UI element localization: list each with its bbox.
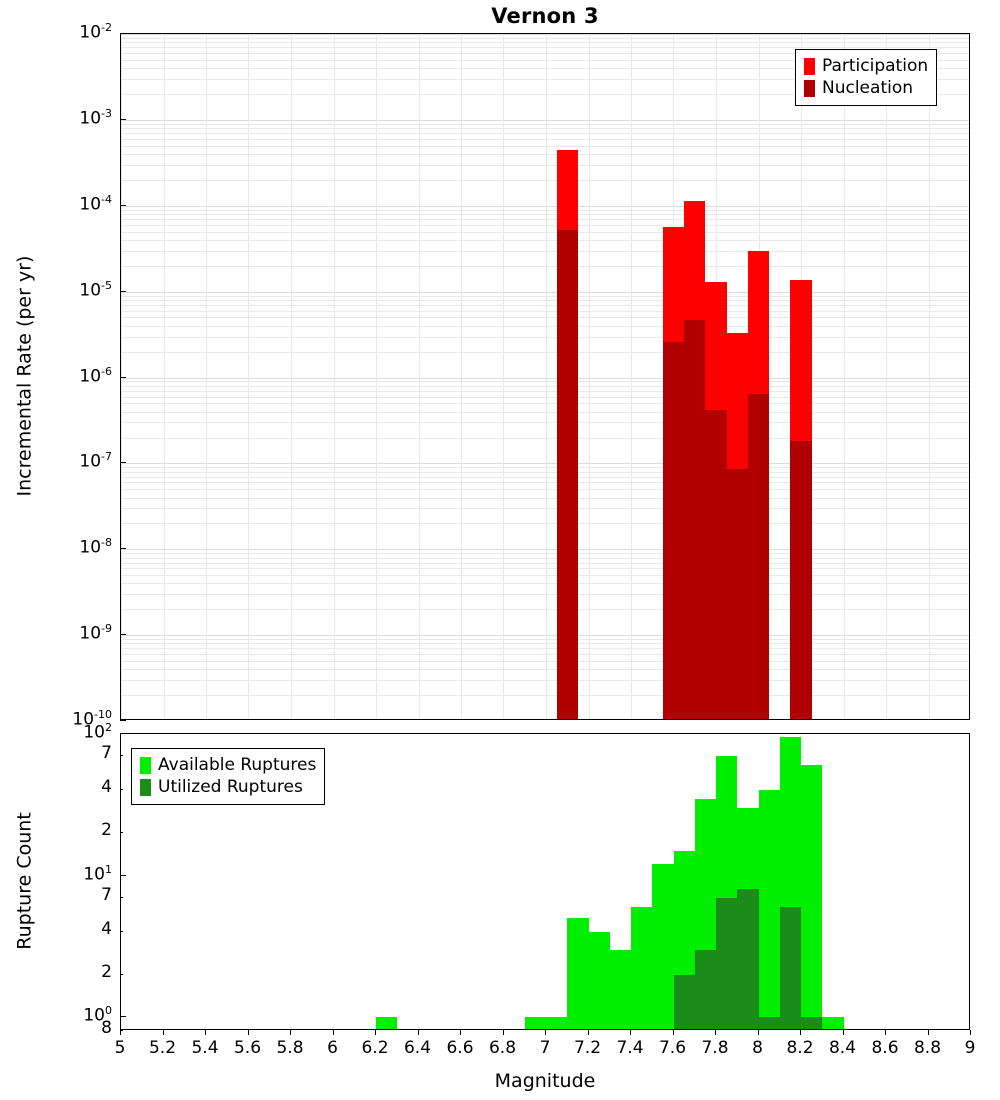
x-axis-tick-label: 6.2 xyxy=(361,1038,389,1058)
bar-available-ruptures xyxy=(652,864,673,1030)
page-title: Vernon 3 xyxy=(491,4,599,28)
x-axis-tick-label: 7 xyxy=(539,1038,551,1058)
x-axis-tick-label: 6.8 xyxy=(488,1038,517,1058)
x-axis-tick-label: 9 xyxy=(964,1038,976,1058)
x-axis-tick xyxy=(758,1030,759,1035)
legend-item-nucleation xyxy=(804,77,928,99)
x-axis-tick-label: 5.8 xyxy=(276,1038,304,1058)
legend-bottom xyxy=(131,748,325,805)
legend-label-utilized-ruptures: Utilized Ruptures xyxy=(158,777,303,797)
x-axis-tick xyxy=(120,1030,121,1035)
x-axis-tick-label: 8 xyxy=(752,1038,763,1058)
legend-label-nucleation: Nucleation xyxy=(822,78,914,98)
legend-swatch-utilized-ruptures xyxy=(140,779,151,796)
legend-swatch-participation xyxy=(804,58,815,75)
y-axis-tick-label: 4 xyxy=(101,919,112,939)
x-axis-tick xyxy=(715,1030,716,1035)
x-axis-tick-label: 6.6 xyxy=(446,1038,474,1058)
x-axis-tick-label: 5.6 xyxy=(233,1038,262,1058)
bar-nucleation xyxy=(663,342,684,720)
y-axis-tick xyxy=(120,931,123,932)
y-axis-tick xyxy=(120,548,126,549)
bar-utilized-ruptures xyxy=(759,1017,780,1030)
x-axis-tick xyxy=(588,1030,589,1035)
y-axis-tick xyxy=(120,291,126,292)
bar-available-ruptures xyxy=(567,918,588,1030)
y-axis-tick xyxy=(120,974,123,975)
x-axis-tick xyxy=(885,1030,886,1035)
y-axis-tick-label: 2 xyxy=(101,961,112,982)
x-axis-tick xyxy=(800,1030,801,1035)
x-axis-tick-label: 7.6 xyxy=(658,1038,687,1058)
bar-utilized-ruptures xyxy=(695,950,716,1030)
y-axis-tick xyxy=(120,733,126,734)
x-axis-tick-label: 7.2 xyxy=(573,1038,602,1058)
bar-nucleation xyxy=(705,410,726,720)
y-axis-tick xyxy=(120,720,126,721)
y-axis-tick xyxy=(120,875,126,876)
y-axis-tick-label: 4 xyxy=(101,777,112,798)
legend-item-utilized-ruptures xyxy=(140,776,316,798)
x-axis-tick xyxy=(460,1030,461,1035)
bar-available-ruptures xyxy=(610,950,631,1030)
y-axis-tick-label: $10^{-3}$ xyxy=(79,106,112,129)
bar-utilized-ruptures xyxy=(716,898,737,1030)
bar-utilized-ruptures xyxy=(674,975,695,1030)
x-axis-tick-label: 5.4 xyxy=(191,1038,219,1058)
bars-top xyxy=(121,34,969,719)
legend-label-available-ruptures: Available Ruptures xyxy=(158,755,317,775)
y-axis-tick xyxy=(120,634,126,635)
x-axis-tick xyxy=(928,1030,929,1035)
x-axis-tick-label: 7.8 xyxy=(701,1038,729,1058)
bar-nucleation xyxy=(684,320,705,720)
y-axis-tick-label: $10^{-2}$ xyxy=(79,21,112,43)
y-axis-tick xyxy=(120,33,126,34)
y-axis-tick xyxy=(120,789,123,790)
bar-available-ruptures xyxy=(822,1017,843,1030)
y-axis-tick xyxy=(120,1016,126,1017)
legend-item-available-ruptures xyxy=(140,754,316,776)
x-axis-tick-label: 8.4 xyxy=(828,1038,857,1058)
y-axis-tick xyxy=(120,377,126,378)
y-axis-tick-label: 8 xyxy=(101,1018,112,1038)
y-axis-tick-label: $10^1$ xyxy=(83,862,112,885)
bar-nucleation xyxy=(727,469,748,720)
y-axis-tick-label: $10^{-7}$ xyxy=(79,450,112,473)
x-axis-tick xyxy=(418,1030,419,1035)
y-axis-tick-label: $10^2$ xyxy=(83,721,112,743)
x-axis-tick xyxy=(673,1030,674,1035)
bar-utilized-ruptures xyxy=(801,1017,822,1030)
x-axis-tick-label: 6.4 xyxy=(403,1038,432,1058)
bar-nucleation xyxy=(557,230,578,720)
x-axis-tick xyxy=(630,1030,631,1035)
y-axis-tick-label: $10^{-10}$ xyxy=(72,708,112,730)
x-axis-tick xyxy=(970,1030,971,1035)
x-axis-tick xyxy=(843,1030,844,1035)
x-axis-tick xyxy=(205,1030,206,1035)
incremental-rate-plot xyxy=(120,33,970,720)
x-axis-tick-label: 8.2 xyxy=(786,1038,814,1058)
y-axis-tick-label: $10^{-5}$ xyxy=(79,278,112,301)
y-axis-tick-label: $10^{-6}$ xyxy=(79,364,112,387)
x-axis-tick xyxy=(545,1030,546,1035)
bar-available-ruptures xyxy=(759,790,780,1030)
x-axis-title: Magnitude xyxy=(494,1070,596,1092)
x-axis-tick-label: 5 xyxy=(114,1038,126,1058)
legend-label-participation: Participation xyxy=(822,56,929,76)
x-axis-tick xyxy=(375,1030,376,1035)
y-axis-tick xyxy=(120,205,126,206)
y-axis-tick-label: 7 xyxy=(101,742,112,763)
x-axis-tick-label: 8.8 xyxy=(913,1038,942,1058)
y-axis-tick xyxy=(120,755,123,756)
legend-top xyxy=(795,49,937,106)
y-axis-tick xyxy=(120,897,123,898)
x-axis-tick-label: 5.2 xyxy=(148,1038,177,1058)
bar-available-ruptures xyxy=(525,1017,546,1030)
x-axis-tick-label: 7.4 xyxy=(616,1038,644,1058)
x-axis-tick xyxy=(503,1030,504,1035)
y-axis-tick-label: 7 xyxy=(101,884,112,905)
y-axis-tick-label: $10^0$ xyxy=(83,1004,112,1026)
bar-available-ruptures xyxy=(801,765,822,1030)
bar-nucleation xyxy=(790,441,811,720)
legend-item-participation xyxy=(804,55,928,77)
x-axis-tick xyxy=(333,1030,334,1035)
x-axis-tick-label: 8.6 xyxy=(871,1038,899,1058)
y-axis-tick xyxy=(120,119,126,120)
x-axis-tick-label: 6 xyxy=(327,1038,338,1058)
y-axis-tick-label: $10^{-4}$ xyxy=(79,192,112,215)
legend-swatch-available-ruptures xyxy=(140,757,151,774)
x-axis-tick xyxy=(290,1030,291,1035)
y-axis-title-top: Incremental Rate (per yr) xyxy=(13,255,35,496)
bar-utilized-ruptures xyxy=(737,889,758,1030)
y-axis-tick-label: $10^{-9}$ xyxy=(79,622,112,644)
bar-utilized-ruptures xyxy=(780,907,801,1030)
bar-nucleation xyxy=(748,394,769,720)
bar-available-ruptures xyxy=(546,1017,567,1030)
legend-swatch-nucleation xyxy=(804,80,815,97)
x-axis-tick xyxy=(163,1030,164,1035)
x-axis-tick xyxy=(248,1030,249,1035)
y-axis-tick-label: 2 xyxy=(101,820,112,840)
y-axis-tick-label: $10^{-8}$ xyxy=(79,536,112,558)
y-axis-tick xyxy=(120,832,123,833)
bar-available-ruptures xyxy=(631,907,652,1030)
bar-available-ruptures xyxy=(589,932,610,1030)
bar-available-ruptures xyxy=(376,1017,397,1030)
y-axis-tick xyxy=(120,462,126,463)
y-axis-title-bottom: Rupture Count xyxy=(13,811,35,950)
